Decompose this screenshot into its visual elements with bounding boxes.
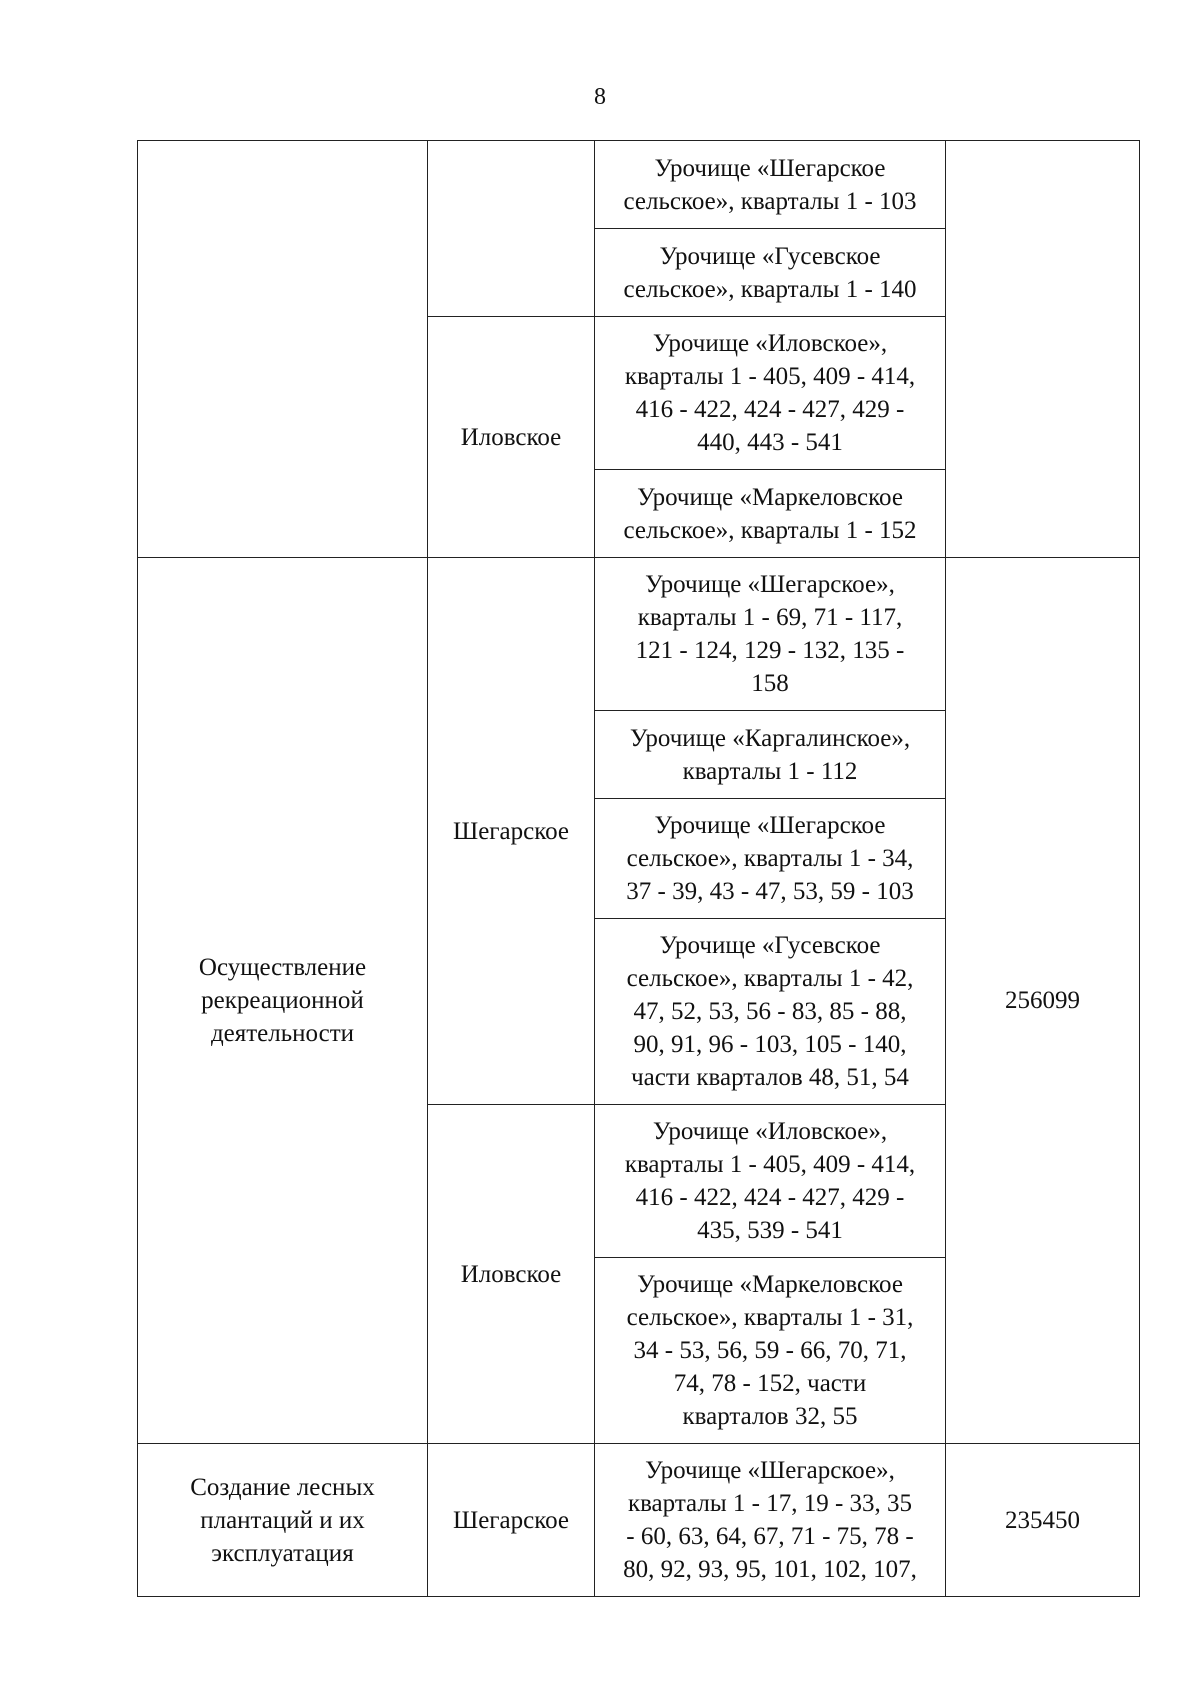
activity-cell: Осуществление рекреационной деятельности [138,558,428,1444]
tract-cell: Урочище «Шегарское», кварталы 1 - 69, 71 - 117, 121 - 124, 129 - 132, 135 - 158 [595,558,946,711]
activity-cell [138,141,428,558]
tract-cell: Урочище «Иловское», кварталы 1 - 405, 409 - 414, 416 - 422, 424 - 427, 429 - 440, 443 - 541 [595,317,946,470]
land-use-table [137,140,1140,1597]
forestry-cell: Шегарское [428,1444,595,1597]
tract-cell: Урочище «Каргалинское», кварталы 1 - 112 [595,711,946,799]
forestry-cell: Иловское [428,317,595,558]
tract-cell: Урочище «Иловское», кварталы 1 - 405, 409 - 414, 416 - 422, 424 - 427, 429 - 435, 539 - 541 [595,1105,946,1258]
table-row [138,141,1140,229]
tract-cell: Урочище «Маркеловское сельское», кварталы 1 - 31, 34 - 53, 56, 59 - 66, 70, 71, 74, 78 - 152, части кварталов 32, 55 [595,1258,946,1444]
tract-cell: Урочище «Гусевское сельское», кварталы 1 - 140 [595,229,946,317]
table-row [138,1444,1140,1597]
area-cell [946,141,1140,558]
page-number: 8 [594,84,606,110]
activity-cell: Создание лесных плантаций и их эксплуатация [138,1444,428,1597]
tract-cell: Урочище «Шегарское», кварталы 1 - 17, 19 - 33, 35 - 60, 63, 64, 67, 71 - 75, 78 - 80, 92, 93, 95, 101, 102, 107, [595,1444,946,1597]
forestry-cell: Шегарское [428,558,595,1105]
forestry-cell [428,141,595,317]
table-row [138,558,1140,711]
area-cell: 256099 [946,558,1140,1444]
tract-cell: Урочище «Шегарское сельское», кварталы 1 - 103 [595,141,946,229]
forestry-cell: Иловское [428,1105,595,1444]
tract-cell: Урочище «Гусевское сельское», кварталы 1 - 42, 47, 52, 53, 56 - 83, 85 - 88, 90, 91, 96 - 103, 105 - 140, части кварталов 48, 51, 54 [595,919,946,1105]
area-cell: 235450 [946,1444,1140,1597]
tract-cell: Урочище «Маркеловское сельское», кварталы 1 - 152 [595,470,946,558]
tract-cell: Урочище «Шегарское сельское», кварталы 1 - 34, 37 - 39, 43 - 47, 53, 59 - 103 [595,799,946,919]
